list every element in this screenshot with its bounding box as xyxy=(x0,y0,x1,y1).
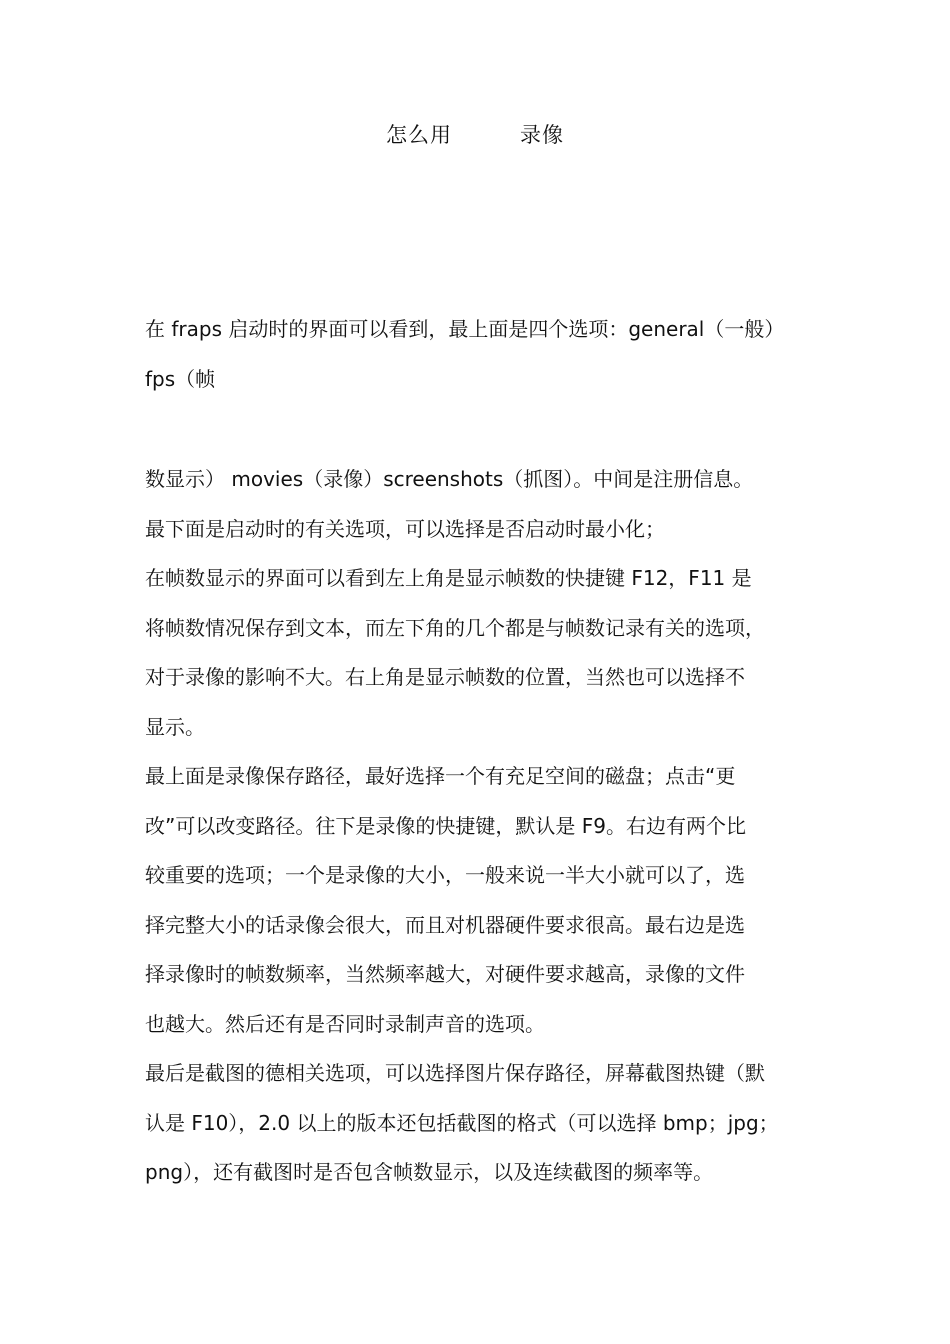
text-line: 择完整大小的话录像会很大，而且对机器硬件要求很高。最右边是选 xyxy=(145,912,745,937)
text-line: 最后是截图的德相关选项，可以选择图片保存路径，屏幕截图热键（默 xyxy=(145,1061,765,1085)
paragraph-intro xyxy=(145,305,825,404)
title-part-2: 录像 xyxy=(520,123,564,147)
text-line: fps（帧 xyxy=(145,366,216,391)
text-line: 在 fraps 启动时的界面可以看到，最上面是四个选项：general（一般） xyxy=(145,317,785,341)
text-line: 显示。 xyxy=(145,714,205,739)
text-line: 改”可以改变路径。往下是录像的快捷键，默认是 F9。右边有两个比 xyxy=(145,813,746,838)
text-line: 数显示） movies（录像）screenshots（抓图）。中间是注册信息。 xyxy=(145,467,754,491)
text-line: 在帧数显示的界面可以看到左上角是显示帧数的快捷键 F12，F11 是 xyxy=(145,566,752,590)
text-line: 也越大。然后还有是否同时录制声音的选项。 xyxy=(145,1011,545,1036)
text-line: 将帧数情况保存到文本，而左下角的几个都是与帧数记录有关的选项， xyxy=(145,615,765,640)
text-line: 对于录像的影响不大。右上角是显示帧数的位置，当然也可以选择不 xyxy=(145,665,745,689)
page-title xyxy=(0,120,950,150)
text-line: 最下面是启动时的有关选项，可以选择是否启动时最小化； xyxy=(145,516,665,541)
text-line: 最上面是录像保存路径，最好选择一个有充足空间的磁盘；点击“更 xyxy=(145,764,736,788)
text-line: 较重要的选项；一个是录像的大小，一般来说一半大小就可以了，选 xyxy=(145,863,745,887)
paragraph-body xyxy=(145,455,825,1198)
title-part-1: 怎么用 xyxy=(386,123,452,147)
text-line: 择录像时的帧数频率，当然频率越大，对硬件要求越高，录像的文件 xyxy=(145,962,745,986)
text-line: png），还有截图时是否包含帧数显示，以及连续截图的频率等。 xyxy=(145,1160,714,1184)
text-line: 认是 F10），2.0 以上的版本还包括截图的格式（可以选择 bmp；jpg； xyxy=(145,1110,779,1135)
